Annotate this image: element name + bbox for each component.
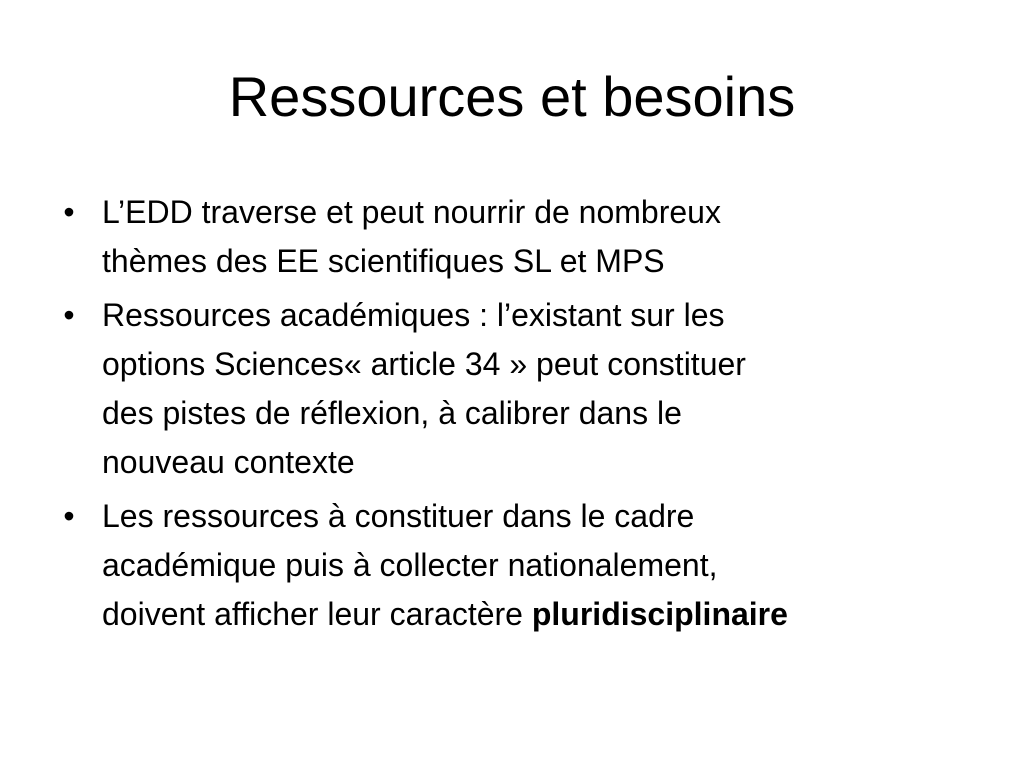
bullet-icon: • <box>63 297 75 333</box>
bullet-text <box>102 291 988 487</box>
bullet-line: nouveau contexte <box>102 444 355 480</box>
bullet-icon: • <box>63 498 75 534</box>
bullet-line-plain-text: doivent afficher leur caractère <box>102 596 532 632</box>
bullet-line: des pistes de réflexion, à calibrer dans le <box>102 395 682 431</box>
bullet-list <box>58 188 988 644</box>
bullet-line: Les ressources à constituer dans le cadre <box>102 498 695 534</box>
bullet-icon: • <box>63 194 75 230</box>
bullet-text <box>102 188 988 286</box>
bullet-line: académique puis à collecter nationalement, <box>102 547 718 583</box>
bullet-line-with-emphasis <box>102 590 988 639</box>
bullet-item-academic-resources <box>58 291 988 487</box>
slide-title: Ressources et besoins <box>228 65 796 128</box>
emphasis-pluridisciplinaire: pluridisciplinaire <box>531 596 788 632</box>
bullet-item-edd <box>58 188 988 286</box>
bullet-line: thèmes des EE scientifiques SL et MPS <box>102 243 665 279</box>
bullet-line: L’EDD traverse et peut nourrir de nombreux <box>102 194 721 230</box>
bullet-line: Ressources académiques : l’existant sur les <box>102 297 725 333</box>
bullet-line: options Sciences« article 34 » peut constituer <box>102 346 746 382</box>
bullet-text <box>102 492 988 639</box>
bullet-item-resources-to-build <box>58 492 988 639</box>
